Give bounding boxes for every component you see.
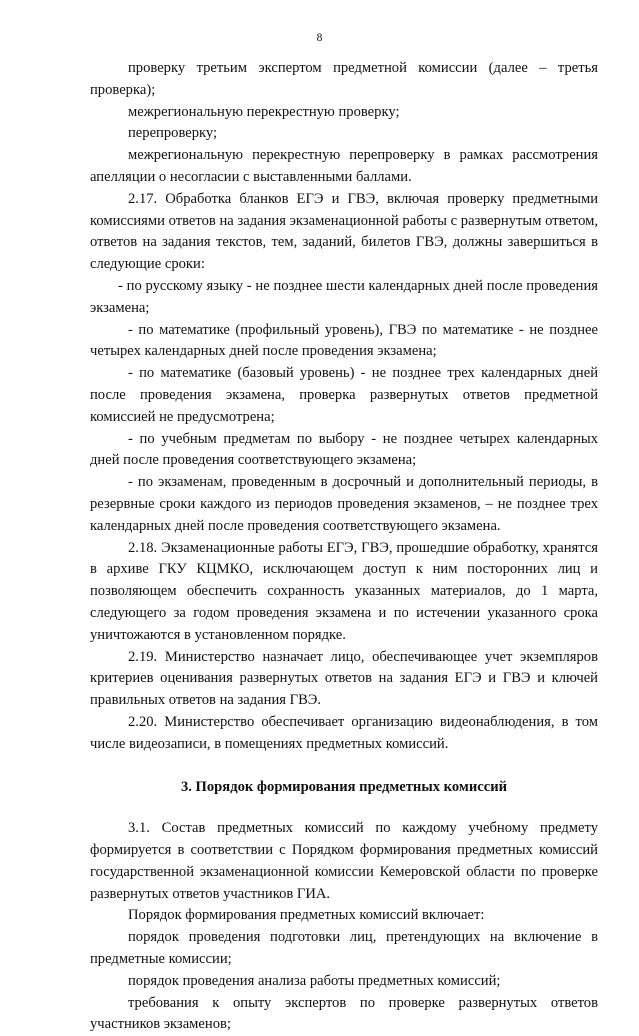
paragraph: 3.1. Состав предметных комиссий по каждому учебному предмету формируется в соответствии с Порядком формирования предметных комиссий государственной экзаменационной комиссии Кемеровской области по проверке развернутых ответов участников ГИА. xyxy=(90,820,598,902)
list-item: - по математике (базовый уровень) - не позднее трех календарных дней после проведения экзамена, проверка развернутых ответов предметной комиссией не предусмотрена; xyxy=(90,365,598,425)
paragraph: проверку третьим экспертом предметной комиссии (далее – третья проверка); xyxy=(90,60,598,98)
paragraph: 2.18. Экзаменационные работы ЕГЭ, ГВЭ, прошедшие обработку, хранятся в архиве ГКУ КЦМКО, исключающем доступ к ним посторонних лиц и позволяющем обеспечить сохранность указанных материалов, до 1 марта, следующего за годом проведения экзамена и по истечении указанного срока уничтожаются в установленном порядке. xyxy=(90,539,598,643)
paragraph: порядок проведения анализа работы предметных комиссий; xyxy=(128,972,501,989)
section-heading: 3. Порядок формирования предметных комиссий xyxy=(180,778,508,795)
paragraph: порядок проведения подготовки лиц, претендующих на включение в предметные комиссии; xyxy=(90,929,598,968)
list-item: - по математике (профильный уровень), ГВЭ по математике - не позднее четырех календарных дней после проведения экзамена; xyxy=(90,321,598,360)
paragraph: межрегиональную перекрестную проверку; xyxy=(128,103,400,120)
paragraph: Порядок формирования предметных комиссий включает: xyxy=(128,907,485,924)
document-body xyxy=(90,58,598,1036)
paragraph: 2.19. Министерство назначает лицо, обеспечивающее учет экземпляров критериев оценивания развернутых ответов на задания ЕГЭ и ГВЭ и ключей правильных ответов на задания ГВЭ. xyxy=(90,648,598,709)
list-item: - по учебным предметам по выбору - не позднее четырех календарных дней после проведения соответствующего экзамена; xyxy=(90,430,598,469)
paragraph: межрегиональную перекрестную перепроверку в рамках рассмотрения апелляции о несогласии с выставленными баллами. xyxy=(90,147,598,185)
paragraph: 2.20. Министерство обеспечивает организацию видеонаблюдения, в том числе видеозаписи, в помещениях предметных комиссий. xyxy=(90,713,598,752)
page-number: 8 xyxy=(316,32,323,44)
paragraph: 2.17. Обработка бланков ЕГЭ и ГВЭ, включая проверку предметными комиссиями ответов на задания экзаменационной работы с развернутым ответом, ответов на задания текстов, тем, заданий, билетов ГВЭ, должны завершиться в следующие сроки: xyxy=(90,190,598,273)
paragraph: требования к опыту экспертов по проверке развернутых ответов участников экзаменов; xyxy=(90,994,598,1033)
list-item: - по русскому языку - не позднее шести календарных дней после проведения экзамена; xyxy=(90,277,598,316)
paragraph: перепроверку; xyxy=(128,125,218,142)
list-item: - по экзаменам, проведенным в досрочный и дополнительный периоды, в резервные сроки каждого из периодов проведения экзаменов, – не позднее трех календарных дней после проведения соответствующего экзамена. xyxy=(90,474,598,534)
